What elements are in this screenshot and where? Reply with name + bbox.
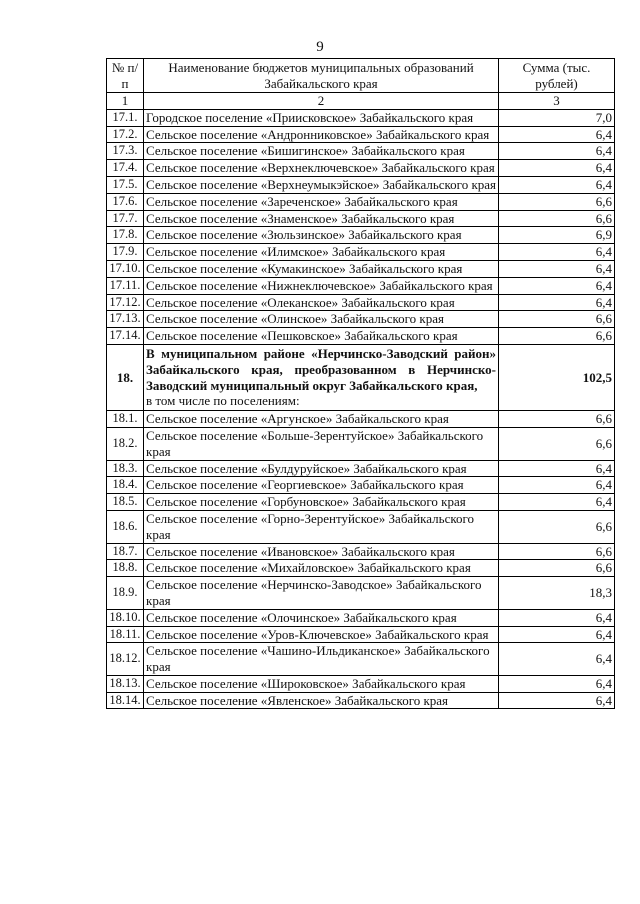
table-row xyxy=(107,460,615,477)
row-number: 18. xyxy=(107,344,144,410)
row-budget-name: Сельское поселение «Олеканское» Забайкальского края xyxy=(144,294,499,311)
budget-table xyxy=(106,58,615,709)
row-budget-name: Сельское поселение «Кумакинское» Забайкальского края xyxy=(144,260,499,277)
table-row xyxy=(107,311,615,328)
row-sum: 6,6 xyxy=(499,210,615,227)
row-number: 17.7. xyxy=(107,210,144,227)
row-budget-name: Сельское поселение «Явленское» Забайкальского края xyxy=(144,692,499,709)
table-row xyxy=(107,227,615,244)
row-number: 18.10. xyxy=(107,609,144,626)
row-budget-name: Сельское поселение «Бишигинское» Забайкальского края xyxy=(144,143,499,160)
row-number: 17.12. xyxy=(107,294,144,311)
row-budget-name: Сельское поселение «Горбуновское» Забайкальского края xyxy=(144,494,499,511)
header-number: № п/п xyxy=(107,59,144,93)
row-sum: 6,4 xyxy=(499,244,615,261)
table-row xyxy=(107,277,615,294)
row-budget-name: Городское поселение «Приисковское» Забайкальского края xyxy=(144,109,499,126)
table-row xyxy=(107,626,615,643)
row-sum: 6,4 xyxy=(499,277,615,294)
table-row xyxy=(107,494,615,511)
row-budget-name: Сельское поселение «Зюльзинское» Забайкальского края xyxy=(144,227,499,244)
table-row xyxy=(107,176,615,193)
column-index-1: 1 xyxy=(107,93,144,110)
table-row xyxy=(107,328,615,345)
row-sum: 6,4 xyxy=(499,126,615,143)
table-row xyxy=(107,510,615,543)
row-budget-name-main: В муниципальном районе «Нерчинско-Заводский район» Забайкальского края, преобразованном в Нерчинско-Заводский муниципальный округ Забайкальского края, xyxy=(146,345,496,393)
row-sum: 6,4 xyxy=(499,294,615,311)
row-budget-name xyxy=(144,344,499,410)
row-number: 17.3. xyxy=(107,143,144,160)
row-budget-name: Сельское поселение «Георгиевское» Забайкальского края xyxy=(144,477,499,494)
row-budget-name: Сельское поселение «Нерчинско-Заводское» Забайкальского края xyxy=(144,577,499,610)
table-row xyxy=(107,577,615,610)
row-sum: 6,4 xyxy=(499,675,615,692)
row-number: 17.5. xyxy=(107,176,144,193)
row-number: 18.7. xyxy=(107,543,144,560)
table-row xyxy=(107,560,615,577)
table-row xyxy=(107,675,615,692)
row-budget-name: Сельское поселение «Олочинское» Забайкальского края xyxy=(144,609,499,626)
row-number: 17.1. xyxy=(107,109,144,126)
row-number: 18.3. xyxy=(107,460,144,477)
row-budget-name: Сельское поселение «Илимское» Забайкальского края xyxy=(144,244,499,261)
row-sum: 6,4 xyxy=(499,643,615,676)
row-number: 17.11. xyxy=(107,277,144,294)
row-budget-name: Сельское поселение «Широковское» Забайкальского края xyxy=(144,675,499,692)
row-sum: 6,6 xyxy=(499,328,615,345)
row-budget-name: Сельское поселение «Булдуруйское» Забайкальского края xyxy=(144,460,499,477)
table-row xyxy=(107,109,615,126)
row-sum: 6,4 xyxy=(499,160,615,177)
table-row xyxy=(107,260,615,277)
table-row xyxy=(107,609,615,626)
row-budget-name: Сельское поселение «Чашино-Ильдиканское» Забайкальского края xyxy=(144,643,499,676)
row-number: 18.2. xyxy=(107,427,144,460)
table-row xyxy=(107,143,615,160)
row-budget-name: Сельское поселение «Аргунское» Забайкальского края xyxy=(144,411,499,428)
row-budget-name: Сельское поселение «Горно-Зерентуйское» Забайкальского края xyxy=(144,510,499,543)
row-budget-name: Сельское поселение «Пешковское» Забайкальского края xyxy=(144,328,499,345)
row-sum: 6,6 xyxy=(499,510,615,543)
row-sum: 102,5 xyxy=(499,344,615,410)
column-index-2: 2 xyxy=(144,93,499,110)
row-sum: 6,4 xyxy=(499,460,615,477)
row-number: 18.9. xyxy=(107,577,144,610)
row-budget-name-subtitle: в том числе по поселениям: xyxy=(146,393,300,409)
row-number: 18.4. xyxy=(107,477,144,494)
row-number: 18.14. xyxy=(107,692,144,709)
row-budget-name: Сельское поселение «Ивановское» Забайкальского края xyxy=(144,543,499,560)
row-sum: 18,3 xyxy=(499,577,615,610)
row-number: 18.13. xyxy=(107,675,144,692)
row-sum: 6,6 xyxy=(499,560,615,577)
row-number: 18.6. xyxy=(107,510,144,543)
row-sum: 7,0 xyxy=(499,109,615,126)
column-index-row xyxy=(107,93,615,110)
row-sum: 6,9 xyxy=(499,227,615,244)
row-number: 17.13. xyxy=(107,311,144,328)
row-number: 18.8. xyxy=(107,560,144,577)
table-row xyxy=(107,210,615,227)
row-number: 18.11. xyxy=(107,626,144,643)
table-row xyxy=(107,411,615,428)
row-sum: 6,6 xyxy=(499,311,615,328)
header-sum: Сумма (тыс. рублей) xyxy=(499,59,615,93)
table-row xyxy=(107,692,615,709)
row-budget-name: Сельское поселение «Олинское» Забайкальского края xyxy=(144,311,499,328)
row-sum: 6,4 xyxy=(499,143,615,160)
row-number: 18.1. xyxy=(107,411,144,428)
table-row xyxy=(107,126,615,143)
header-budget-name: Наименование бюджетов муниципальных образований Забайкальского края xyxy=(144,59,499,93)
row-sum: 6,4 xyxy=(499,260,615,277)
row-budget-name: Сельское поселение «Верхнеключевское» Забайкальского края xyxy=(144,160,499,177)
row-sum: 6,4 xyxy=(499,494,615,511)
table-body xyxy=(107,109,615,709)
table-header-row xyxy=(107,59,615,93)
page-number: 9 xyxy=(316,39,324,55)
row-number: 17.2. xyxy=(107,126,144,143)
row-budget-name: Сельское поселение «Уров-Ключевское» Забайкальского края xyxy=(144,626,499,643)
row-budget-name: Сельское поселение «Знаменское» Забайкальского края xyxy=(144,210,499,227)
row-number: 17.8. xyxy=(107,227,144,244)
table-row xyxy=(107,543,615,560)
column-index-3: 3 xyxy=(499,93,615,110)
row-sum: 6,6 xyxy=(499,543,615,560)
row-budget-name: Сельское поселение «Михайловское» Забайкальского края xyxy=(144,560,499,577)
row-budget-name: Сельское поселение «Андронниковское» Забайкальского края xyxy=(144,126,499,143)
row-sum: 6,4 xyxy=(499,609,615,626)
table-row xyxy=(107,344,615,410)
row-sum: 6,6 xyxy=(499,427,615,460)
row-number: 17.4. xyxy=(107,160,144,177)
row-sum: 6,4 xyxy=(499,626,615,643)
row-budget-name: Сельское поселение «Больше-Зерентуйское» Забайкальского края xyxy=(144,427,499,460)
row-budget-name: Сельское поселение «Верхнеумыкэйское» Забайкальского края xyxy=(144,176,499,193)
row-sum: 6,4 xyxy=(499,176,615,193)
table-row xyxy=(107,643,615,676)
table-row xyxy=(107,477,615,494)
table-row xyxy=(107,294,615,311)
table-row xyxy=(107,427,615,460)
row-sum: 6,6 xyxy=(499,411,615,428)
row-number: 17.6. xyxy=(107,193,144,210)
table-row xyxy=(107,160,615,177)
row-number: 18.5. xyxy=(107,494,144,511)
row-number: 18.12. xyxy=(107,643,144,676)
row-sum: 6,4 xyxy=(499,477,615,494)
row-number: 17.14. xyxy=(107,328,144,345)
table-row xyxy=(107,193,615,210)
row-number: 17.9. xyxy=(107,244,144,261)
row-sum: 6,4 xyxy=(499,692,615,709)
row-sum: 6,6 xyxy=(499,193,615,210)
table-row xyxy=(107,244,615,261)
row-number: 17.10. xyxy=(107,260,144,277)
row-budget-name: Сельское поселение «Зареченское» Забайкальского края xyxy=(144,193,499,210)
row-budget-name: Сельское поселение «Нижнеключевское» Забайкальского края xyxy=(144,277,499,294)
